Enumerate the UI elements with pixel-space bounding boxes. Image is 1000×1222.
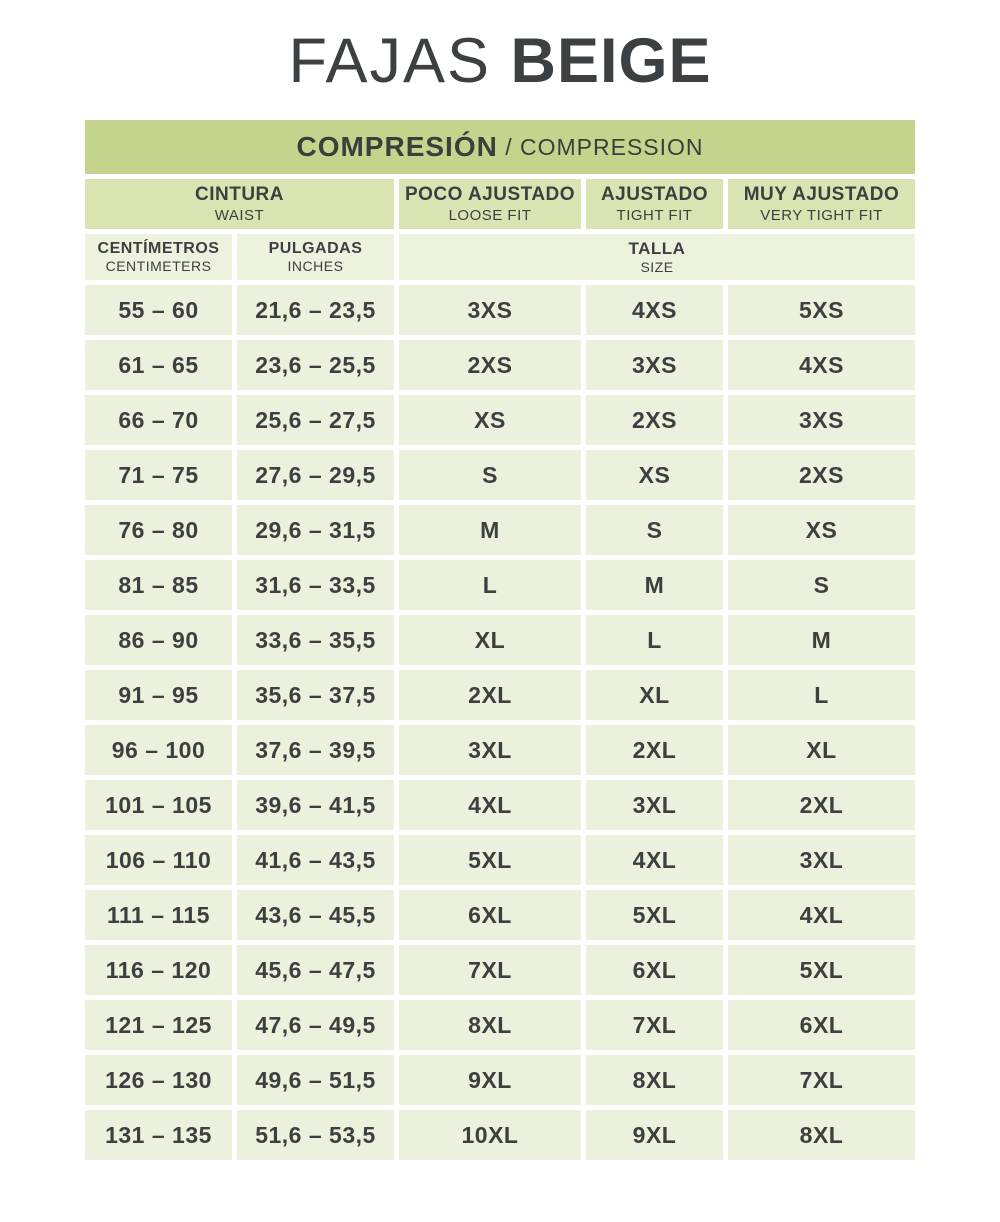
subheader-inches-es: PULGADAS (268, 240, 363, 257)
waist-in-cell: 47,6 – 49,5 (237, 1000, 394, 1050)
waist-in-cell: 49,6 – 51,5 (237, 1055, 394, 1105)
compression-label-es: COMPRESIÓN (296, 131, 498, 162)
tight-fit-size-cell: 2XS (586, 395, 723, 445)
column-header-tight-fit-es: AJUSTADO (600, 184, 709, 205)
waist-cm-cell: 66 – 70 (85, 395, 232, 445)
waist-in-cell: 31,6 – 33,5 (237, 560, 394, 610)
very-tight-fit-size-cell: 4XL (728, 890, 915, 940)
waist-cm-cell: 55 – 60 (85, 285, 232, 335)
loose-fit-size-cell: 10XL (399, 1110, 581, 1160)
waist-in-cell: 21,6 – 23,5 (237, 285, 394, 335)
waist-in-cell: 25,6 – 27,5 (237, 395, 394, 445)
size-grid (85, 179, 915, 1160)
waist-cm-cell: 61 – 65 (85, 340, 232, 390)
waist-cm-cell: 121 – 125 (85, 1000, 232, 1050)
waist-in-cell: 41,6 – 43,5 (237, 835, 394, 885)
waist-cm-cell: 71 – 75 (85, 450, 232, 500)
subheader-inches (237, 234, 394, 280)
compression-label-en: / COMPRESSION (497, 133, 704, 160)
waist-in-cell: 43,6 – 45,5 (237, 890, 394, 940)
waist-cm-cell: 116 – 120 (85, 945, 232, 995)
waist-cm-cell: 76 – 80 (85, 505, 232, 555)
very-tight-fit-size-cell: S (728, 560, 915, 610)
loose-fit-size-cell: 5XL (399, 835, 581, 885)
loose-fit-size-cell: 2XL (399, 670, 581, 720)
very-tight-fit-size-cell: XL (728, 725, 915, 775)
tight-fit-size-cell: 3XL (586, 780, 723, 830)
waist-cm-cell: 106 – 110 (85, 835, 232, 885)
subheader-size-es: TALLA (628, 239, 686, 258)
tight-fit-size-cell: 7XL (586, 1000, 723, 1050)
tight-fit-size-cell: XS (586, 450, 723, 500)
subheader-centimeters (85, 234, 232, 280)
waist-cm-cell: 91 – 95 (85, 670, 232, 720)
loose-fit-size-cell: XS (399, 395, 581, 445)
column-header-very-tight-fit-es: MUY AJUSTADO (743, 184, 900, 205)
loose-fit-size-cell: 6XL (399, 890, 581, 940)
column-header-very-tight-fit (728, 179, 915, 229)
column-header-waist-es: CINTURA (195, 184, 284, 205)
subheader-inches-en: INCHES (287, 258, 344, 274)
subheader-size (399, 234, 915, 280)
column-header-tight-fit (586, 179, 723, 229)
subheader-centimeters-en: CENTIMETERS (105, 258, 212, 274)
column-header-loose-fit-es: POCO AJUSTADO (404, 184, 576, 205)
tight-fit-size-cell: S (586, 505, 723, 555)
column-header-loose-fit (399, 179, 581, 229)
waist-cm-cell: 101 – 105 (85, 780, 232, 830)
very-tight-fit-size-cell: 4XS (728, 340, 915, 390)
page-title-bold: BEIGE (510, 25, 712, 96)
column-header-very-tight-fit-en: VERY TIGHT FIT (760, 207, 883, 224)
very-tight-fit-size-cell: 6XL (728, 1000, 915, 1050)
compression-band-header (85, 120, 915, 174)
tight-fit-size-cell: 8XL (586, 1055, 723, 1105)
waist-in-cell: 33,6 – 35,5 (237, 615, 394, 665)
size-chart-table (85, 120, 915, 1160)
tight-fit-size-cell: XL (586, 670, 723, 720)
page-title (0, 22, 1000, 100)
waist-cm-cell: 126 – 130 (85, 1055, 232, 1105)
loose-fit-size-cell: 3XS (399, 285, 581, 335)
column-header-loose-fit-en: LOOSE FIT (448, 207, 532, 224)
subheader-size-en: SIZE (640, 259, 674, 275)
very-tight-fit-size-cell: 5XL (728, 945, 915, 995)
waist-in-cell: 35,6 – 37,5 (237, 670, 394, 720)
loose-fit-size-cell: S (399, 450, 581, 500)
tight-fit-size-cell: 4XS (586, 285, 723, 335)
waist-in-cell: 45,6 – 47,5 (237, 945, 394, 995)
column-header-tight-fit-en: TIGHT FIT (616, 207, 693, 224)
waist-in-cell: 23,6 – 25,5 (237, 340, 394, 390)
tight-fit-size-cell: M (586, 560, 723, 610)
column-header-waist (85, 179, 394, 229)
waist-cm-cell: 131 – 135 (85, 1110, 232, 1160)
waist-cm-cell: 81 – 85 (85, 560, 232, 610)
tight-fit-size-cell: L (586, 615, 723, 665)
very-tight-fit-size-cell: L (728, 670, 915, 720)
column-header-waist-en: WAIST (214, 207, 265, 224)
loose-fit-size-cell: 7XL (399, 945, 581, 995)
very-tight-fit-size-cell: 3XL (728, 835, 915, 885)
page-title-light: FAJAS (288, 25, 511, 96)
waist-in-cell: 37,6 – 39,5 (237, 725, 394, 775)
tight-fit-size-cell: 6XL (586, 945, 723, 995)
loose-fit-size-cell: M (399, 505, 581, 555)
loose-fit-size-cell: 4XL (399, 780, 581, 830)
very-tight-fit-size-cell: 8XL (728, 1110, 915, 1160)
very-tight-fit-size-cell: 2XS (728, 450, 915, 500)
waist-in-cell: 39,6 – 41,5 (237, 780, 394, 830)
loose-fit-size-cell: 8XL (399, 1000, 581, 1050)
very-tight-fit-size-cell: 3XS (728, 395, 915, 445)
subheader-centimeters-es: CENTÍMETROS (97, 240, 220, 257)
loose-fit-size-cell: L (399, 560, 581, 610)
very-tight-fit-size-cell: 2XL (728, 780, 915, 830)
very-tight-fit-size-cell: 7XL (728, 1055, 915, 1105)
waist-in-cell: 51,6 – 53,5 (237, 1110, 394, 1160)
waist-in-cell: 29,6 – 31,5 (237, 505, 394, 555)
loose-fit-size-cell: 9XL (399, 1055, 581, 1105)
very-tight-fit-size-cell: XS (728, 505, 915, 555)
tight-fit-size-cell: 4XL (586, 835, 723, 885)
tight-fit-size-cell: 2XL (586, 725, 723, 775)
tight-fit-size-cell: 9XL (586, 1110, 723, 1160)
waist-cm-cell: 111 – 115 (85, 890, 232, 940)
waist-cm-cell: 96 – 100 (85, 725, 232, 775)
tight-fit-size-cell: 5XL (586, 890, 723, 940)
waist-in-cell: 27,6 – 29,5 (237, 450, 394, 500)
loose-fit-size-cell: XL (399, 615, 581, 665)
tight-fit-size-cell: 3XS (586, 340, 723, 390)
very-tight-fit-size-cell: M (728, 615, 915, 665)
loose-fit-size-cell: 3XL (399, 725, 581, 775)
loose-fit-size-cell: 2XS (399, 340, 581, 390)
waist-cm-cell: 86 – 90 (85, 615, 232, 665)
very-tight-fit-size-cell: 5XS (728, 285, 915, 335)
